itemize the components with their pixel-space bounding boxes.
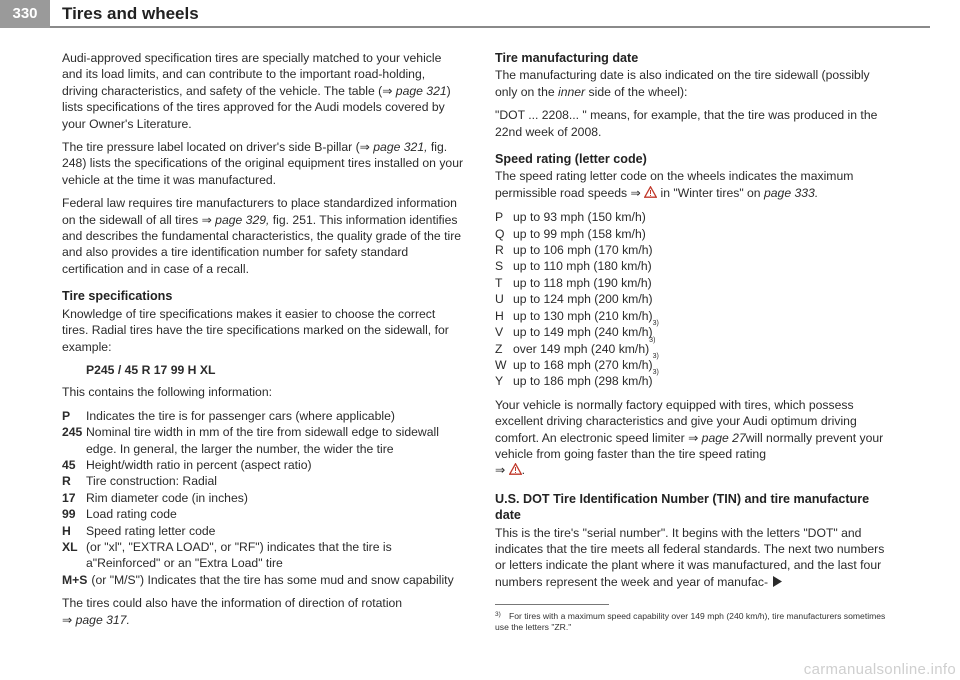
speed-code: U xyxy=(495,292,504,307)
arrow-right-icon: ⇒ xyxy=(630,185,641,200)
speed-row xyxy=(495,242,885,258)
speed-code: Y xyxy=(495,374,504,389)
footnote-ref: 3) xyxy=(649,336,656,344)
rotation-paragraph xyxy=(62,595,464,628)
text-span: fig. 251. This information identifies and describes the fundamental characteristics, the quality grade of the tire and also provides a tire identification number for safety standard certification and in case of a recall. xyxy=(62,212,462,276)
footnote-ref: 3) xyxy=(652,320,659,328)
definition-key: 99 xyxy=(62,507,76,522)
text-span: The tires could also have the information of direction of rotation xyxy=(62,596,403,611)
text-span: This is the tire's "serial number". It begins with the letters "DOT" and indicates that the tire meets all federal standards. The next two numbers or letters indicate the plant where it was manufactured, and the last four numbers represent the week and year of manufac- xyxy=(495,525,885,589)
warning-triangle-icon xyxy=(509,463,522,479)
definition-text: (or "xl", "EXTRA LOAD", or "RF") indicates that the tire is a"Reinforced" or an "Extra Load" tire xyxy=(86,539,392,571)
definition-key: 17 xyxy=(62,490,76,505)
page-header xyxy=(0,0,960,30)
speed-text: up to 110 mph (180 km/h) xyxy=(513,259,652,274)
definition-key: 45 xyxy=(62,457,76,472)
header-rule xyxy=(50,26,930,28)
definition-row xyxy=(62,506,464,522)
footnote-text: For tires with a maximum speed capability over 149 mph (240 km/h), tire manufacturers sometimes use the letters "ZR." xyxy=(495,611,886,632)
left-column xyxy=(62,50,464,635)
definition-text: Height/width ratio in percent (aspect ratio) xyxy=(86,457,312,472)
page-link[interactable]: page 321, xyxy=(369,140,431,155)
text-span: . xyxy=(521,463,525,478)
speed-text: up to 93 mph (150 km/h) xyxy=(513,210,646,225)
speed-text: up to 118 mph (190 km/h) xyxy=(513,275,652,290)
definition-text: Indicates the tire is for passenger cars (where applicable) xyxy=(86,408,395,423)
continue-arrow-icon xyxy=(773,575,782,591)
speed-text: up to 168 mph (270 km/h) xyxy=(513,357,653,372)
speed-rating-paragraph xyxy=(495,168,885,202)
speed-text: up to 149 mph (240 km/h) xyxy=(513,325,653,340)
watermark: carmanualsonline.info xyxy=(803,661,956,678)
speed-code: H xyxy=(495,308,504,323)
speed-rating-heading: Speed rating (letter code) xyxy=(495,152,647,167)
warning-triangle-icon xyxy=(644,186,657,202)
text-span: Audi-approved specification tires are specially matched to your vehicle and its load limits, and can contribute to the important road-holding, driving characteristics, and safety of the vehicle. The table ( xyxy=(62,51,442,98)
text-span: will normally prevent your vehicle from going faster than the tire speed rating xyxy=(495,430,884,461)
speed-row xyxy=(495,308,885,324)
page-link[interactable]: page 329, xyxy=(211,212,273,227)
spec-definition-list xyxy=(62,408,464,588)
text-span: Federal law requires tire manufacturers to place standardized information on the sidewall of all tires xyxy=(62,196,457,227)
tire-spec-example: P245 / 45 R 17 99 H XL xyxy=(86,362,216,377)
speed-row xyxy=(495,369,885,389)
definition-key: H xyxy=(62,523,71,538)
arrow-right-icon: ⇒ xyxy=(688,430,699,445)
speed-row xyxy=(495,291,885,307)
definition-row xyxy=(62,523,464,539)
text-span: side of the wheel): xyxy=(585,84,688,99)
speed-text: up to 186 mph (298 km/h) xyxy=(513,374,653,389)
arrow-right-icon: ⇒ xyxy=(359,140,370,155)
intro-paragraph xyxy=(62,50,464,132)
speed-row xyxy=(495,226,885,242)
speed-text: up to 99 mph (158 km/h) xyxy=(513,226,646,241)
manufacturing-date-heading: Tire manufacturing date xyxy=(495,51,639,65)
text-span: The tire pressure label located on driver's side B-pillar ( xyxy=(62,140,360,155)
definition-text: Rim diameter code (in inches) xyxy=(86,490,248,505)
speed-row xyxy=(495,275,885,291)
right-column xyxy=(495,50,885,598)
definition-key: M+S xyxy=(62,572,88,587)
definition-text: Tire construction: Radial xyxy=(86,474,217,489)
page-number: 330 xyxy=(0,0,50,28)
speed-row xyxy=(495,258,885,274)
footnote-rule xyxy=(495,604,609,605)
definition-key: 245 xyxy=(62,425,83,440)
speed-code: W xyxy=(495,357,507,372)
footnote-ref: 3) xyxy=(652,352,659,360)
dot-example-paragraph: "DOT ... 2208... " means, for example, that the tire was produced in the 22nd week of 2008. xyxy=(495,108,878,139)
definition-text: Load rating code xyxy=(86,507,177,522)
manufacturing-date-paragraph xyxy=(495,67,885,100)
text-span: The manufacturing date is also indicated on the tire sidewall (possibly only on the xyxy=(495,68,870,99)
speed-text: up to 130 mph (210 km/h) xyxy=(513,308,653,323)
speed-code: R xyxy=(495,243,504,258)
speed-row xyxy=(495,320,885,340)
arrow-right-icon: ⇒ xyxy=(382,83,393,98)
definition-row xyxy=(62,539,464,572)
footnote xyxy=(495,609,895,633)
speed-limiter-paragraph xyxy=(495,397,885,480)
federal-law-paragraph xyxy=(62,195,464,277)
speed-text: up to 106 mph (170 km/h) xyxy=(513,243,653,258)
footnote-ref: 3) xyxy=(652,369,659,377)
definition-row xyxy=(62,457,464,473)
speed-text: over 149 mph (240 km/h) xyxy=(513,341,650,356)
definition-key: XL xyxy=(62,539,78,554)
page-link[interactable]: page 333. xyxy=(763,185,819,200)
speed-row xyxy=(495,336,885,357)
tire-specifications-heading: Tire specifications xyxy=(62,289,173,304)
definition-row xyxy=(62,424,464,457)
speed-code: V xyxy=(495,325,504,340)
tin-heading: U.S. DOT Tire Identification Number (TIN) and tire manufacture date xyxy=(495,491,870,523)
arrow-right-icon: ⇒ xyxy=(201,212,212,227)
definition-key: R xyxy=(62,474,71,489)
specs-intro-paragraph: Knowledge of tire specifications makes it easier to choose the correct tires. Radial tires have the tire specifications marked on the sidewall, for example: xyxy=(62,306,449,354)
tin-paragraph xyxy=(495,525,885,592)
text-span: in "Winter tires" on xyxy=(657,185,764,200)
page-link[interactable]: page 317. xyxy=(72,612,130,627)
definition-row xyxy=(62,572,464,588)
emphasis-text: inner xyxy=(558,84,586,99)
definition-row xyxy=(62,473,464,489)
arrow-right-icon: ⇒ xyxy=(495,463,506,478)
speed-code: S xyxy=(495,259,504,274)
speed-code: Q xyxy=(495,226,505,241)
speed-code: P xyxy=(495,210,504,225)
speed-code: T xyxy=(495,275,503,290)
speed-row xyxy=(495,352,885,373)
speed-rating-list xyxy=(495,209,885,389)
page-link[interactable]: page 321 xyxy=(392,83,447,98)
speed-text: up to 124 mph (200 km/h) xyxy=(513,292,653,307)
definition-row xyxy=(62,490,464,506)
definition-text: (or "M/S") Indicates that the tire has some mud and snow capability xyxy=(91,572,454,587)
speed-code: Z xyxy=(495,341,503,356)
contains-info-paragraph: This contains the following information: xyxy=(62,385,273,400)
definition-key: P xyxy=(62,408,71,423)
speed-row xyxy=(495,209,885,225)
text-span: Your vehicle is normally factory equipped with tires, which possess excellent driving characteristics and give your Audi optimum driving comfort. An electronic speed limiter xyxy=(495,397,857,445)
text-span: ) lists specifications of the tires approved for the Audi models covered by your Owner's Literature. xyxy=(62,83,451,131)
text-span: fig. 248) lists the specifications of the original equipment tires installed on your vehicle at the time it was manufactured. xyxy=(62,140,464,187)
arrow-right-icon: ⇒ xyxy=(62,612,73,627)
footnote-mark: 3) xyxy=(495,611,501,618)
definition-text: Speed rating letter code xyxy=(86,523,216,538)
text-span: The speed rating letter code on the wheels indicates the maximum permissible road speeds xyxy=(495,169,854,200)
section-title: Tires and wheels xyxy=(62,4,199,23)
definition-text: Nominal tire width in mm of the tire from sidewall edge to sidewall edge. In general, the larger the number, the wider the tire xyxy=(86,425,439,456)
definition-row xyxy=(62,408,464,424)
tire-pressure-label-paragraph xyxy=(62,139,464,188)
page-link[interactable]: page 27 xyxy=(698,430,746,445)
